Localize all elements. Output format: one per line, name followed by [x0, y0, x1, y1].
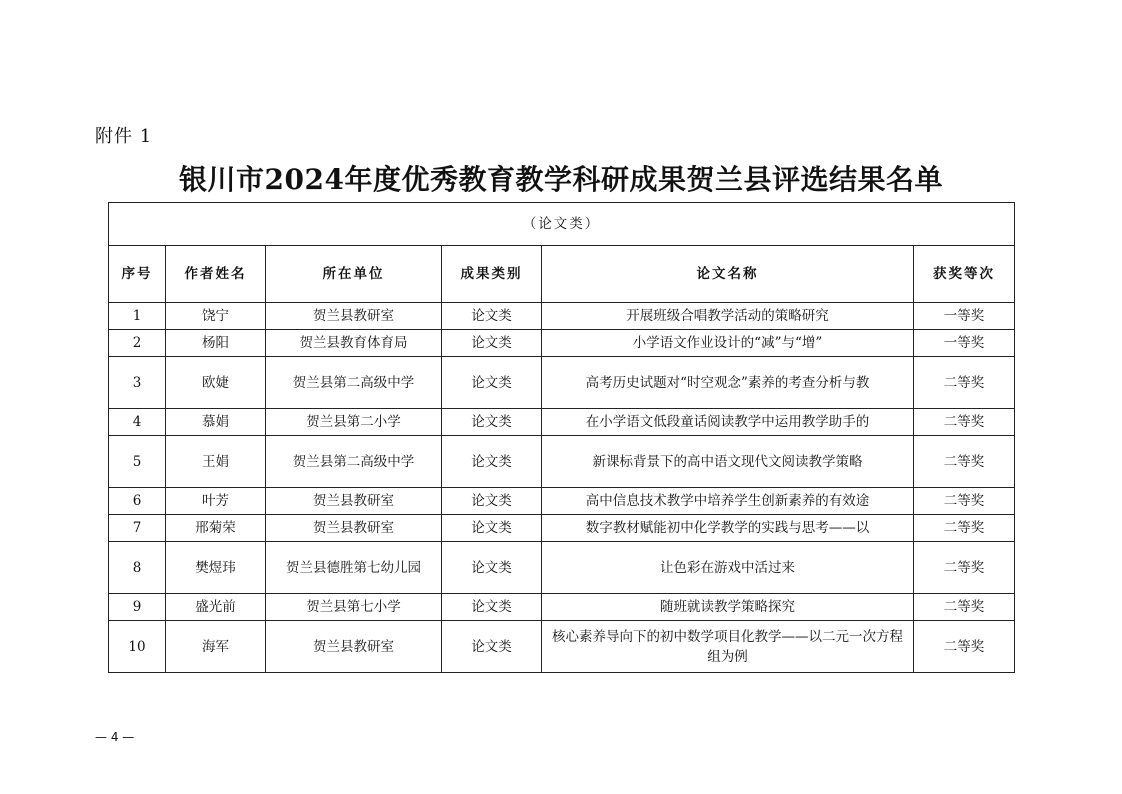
cell-award: 二等奖 [914, 436, 1015, 488]
header-row [109, 246, 1015, 303]
cell-award: 二等奖 [914, 621, 1015, 673]
document-title: 银川市2024年度优秀教育教学科研成果贺兰县评选结果名单 [179, 163, 943, 196]
table-row [109, 515, 1015, 542]
table-row [109, 357, 1015, 409]
cell-category: 论文类 [442, 594, 542, 621]
table-row [109, 542, 1015, 594]
cell-award: 二等奖 [914, 409, 1015, 436]
cell-category: 论文类 [442, 515, 542, 542]
cell-paper-title: 在小学语文低段童话阅读教学中运用教学助手的 [542, 409, 914, 436]
cell-unit: 贺兰县教育体育局 [266, 330, 442, 357]
cell-no: 9 [109, 594, 166, 621]
cell-author: 叶芳 [166, 488, 266, 515]
cell-award: 二等奖 [914, 594, 1015, 621]
table-row [109, 594, 1015, 621]
cell-category: 论文类 [442, 542, 542, 594]
cell-category: 论文类 [442, 330, 542, 357]
cell-no: 10 [109, 621, 166, 673]
cell-paper-title: 开展班级合唱教学活动的策略研究 [542, 303, 914, 330]
category-heading: （论文类） [109, 203, 1015, 246]
table-row [109, 488, 1015, 515]
cell-unit: 贺兰县第七小学 [266, 594, 442, 621]
cell-unit: 贺兰县第二高级中学 [266, 436, 442, 488]
cell-no: 2 [109, 330, 166, 357]
cell-paper-title: 小学语文作业设计的“减”与“增” [542, 330, 914, 357]
cell-paper-title: 数字教材赋能初中化学教学的实践与思考——以 [542, 515, 914, 542]
cell-author: 海军 [166, 621, 266, 673]
cell-author: 慕娟 [166, 409, 266, 436]
category-row [109, 203, 1015, 246]
cell-no: 5 [109, 436, 166, 488]
cell-category: 论文类 [442, 436, 542, 488]
cell-award: 二等奖 [914, 542, 1015, 594]
attachment-label: 附件 1 [95, 126, 153, 147]
cell-award: 二等奖 [914, 357, 1015, 409]
cell-category: 论文类 [442, 357, 542, 409]
cell-paper-title: 高中信息技术教学中培养学生创新素养的有效途 [542, 488, 914, 515]
cell-no: 4 [109, 409, 166, 436]
header-no: 序号 [109, 246, 166, 303]
page-number: — 4 — [95, 730, 135, 744]
cell-author: 樊煜玮 [166, 542, 266, 594]
cell-category: 论文类 [442, 409, 542, 436]
cell-author: 邢菊荣 [166, 515, 266, 542]
header-unit: 所在单位 [266, 246, 442, 303]
table-row [109, 330, 1015, 357]
cell-award: 一等奖 [914, 303, 1015, 330]
cell-unit: 贺兰县德胜第七幼儿园 [266, 542, 442, 594]
cell-paper-title: 让色彩在游戏中活过来 [542, 542, 914, 594]
header-author: 作者姓名 [166, 246, 266, 303]
header-award: 获奖等次 [914, 246, 1015, 303]
cell-unit: 贺兰县教研室 [266, 303, 442, 330]
cell-unit: 贺兰县第二高级中学 [266, 357, 442, 409]
cell-paper-title: 高考历史试题对“时空观念”素养的考查分析与教 [542, 357, 914, 409]
cell-no: 7 [109, 515, 166, 542]
table-row [109, 409, 1015, 436]
cell-unit: 贺兰县教研室 [266, 488, 442, 515]
cell-paper-title: 新课标背景下的高中语文现代文阅读教学策略 [542, 436, 914, 488]
cell-category: 论文类 [442, 303, 542, 330]
cell-unit: 贺兰县教研室 [266, 515, 442, 542]
cell-paper-title: 随班就读教学策略探究 [542, 594, 914, 621]
table-row [109, 621, 1015, 673]
cell-no: 6 [109, 488, 166, 515]
header-paper-title: 论文名称 [542, 246, 914, 303]
cell-no: 3 [109, 357, 166, 409]
cell-paper-title: 核心素养导向下的初中数学项目化教学——以二元一次方程组为例 [542, 621, 914, 673]
cell-author: 王娟 [166, 436, 266, 488]
results-table [108, 202, 1015, 673]
cell-award: 二等奖 [914, 515, 1015, 542]
cell-unit: 贺兰县第二小学 [266, 409, 442, 436]
table-row [109, 436, 1015, 488]
table-row [109, 303, 1015, 330]
cell-award: 二等奖 [914, 488, 1015, 515]
header-category: 成果类别 [442, 246, 542, 303]
cell-category: 论文类 [442, 621, 542, 673]
cell-author: 饶宁 [166, 303, 266, 330]
cell-no: 1 [109, 303, 166, 330]
cell-author: 盛光前 [166, 594, 266, 621]
cell-category: 论文类 [442, 488, 542, 515]
cell-author: 欧婕 [166, 357, 266, 409]
cell-unit: 贺兰县教研室 [266, 621, 442, 673]
cell-no: 8 [109, 542, 166, 594]
cell-award: 一等奖 [914, 330, 1015, 357]
cell-author: 杨阳 [166, 330, 266, 357]
